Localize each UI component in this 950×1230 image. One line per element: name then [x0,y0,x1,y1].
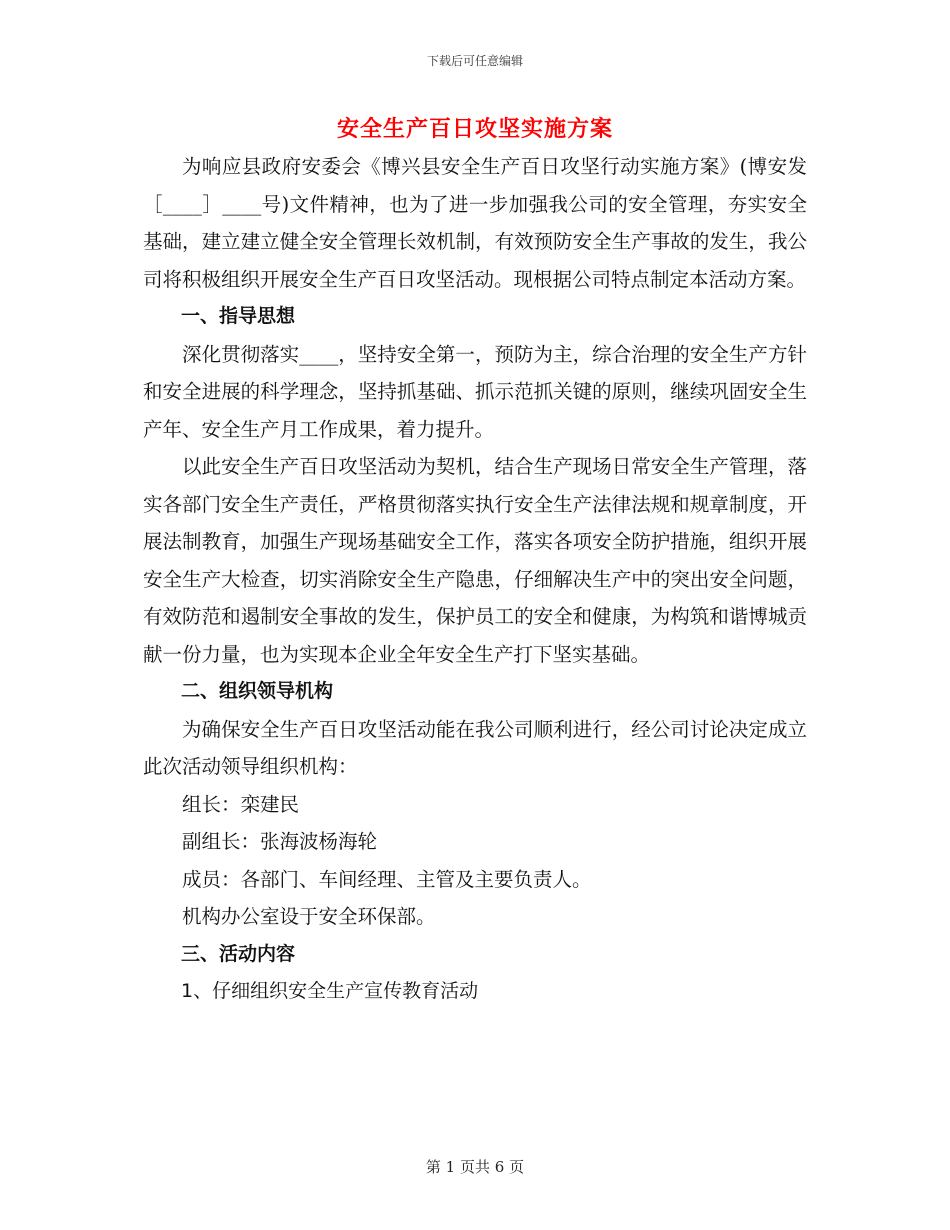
section-heading-organization: 二、组织领导机构 [181,680,334,702]
organization-leader: 组长：栾建民 [182,792,300,816]
header-note: 下载后可任意编辑 [426,54,523,68]
section-heading-guiding-ideology: 一、指导思想 [181,305,296,327]
organization-members: 成员：各部门、车间经理、主管及主要负责人。 [182,867,592,891]
guiding-ideology-paragraph-2: 以此安全生产百日攻坚活动为契机，结合生产现场日常安全生产管理，落实各部门安全生产责任，严格贯彻落实执行安全生产法律法规和规章制度，开展法制教育，加强生产现场基础安全工作，落实各项安全防护措施，组织开展安全生产大检查，切实消除安全生产隐患，仔细解决生产中的突出安全问题，有效防范和遏制安全事故的发生，保护员工的安全和健康，为构筑和谐博城贡献一份力量，也为实现本企业全年安全生产打下坚实基础。 [143,455,807,666]
document-body [143,148,807,1011]
intro-paragraph: 为响应县政府安委会《博兴县安全生产百日攻坚行动实施方案》(博安发［____］____号)文件精神，也为了进一步加强我公司的安全管理，夯实安全基础，建立建立健全安全管理长效机制，有效预防安全生产事故的发生，我公司将积极组织开展安全生产百日攻坚活动。现根据公司特点制定本活动方案。 [143,155,807,291]
organization-deputy: 副组长：张海波杨海轮 [182,830,378,853]
document-title: 安全生产百日攻坚实施方案 [336,116,613,142]
activity-item-1: 1、仔细组织安全生产宣传教育活动 [181,980,479,1002]
organization-paragraph: 为确保安全生产百日攻坚活动能在我公司顺利进行，经公司讨论决定成立此次活动领导组织机构： [143,717,807,778]
organization-office: 机构办公室设于安全环保部。 [182,905,436,928]
guiding-ideology-paragraph-1: 深化贯彻落实____，坚持安全第一，预防为主，综合治理的安全生产方针和安全进展的科学理念，坚持抓基础、抓示范抓关键的原则，继续巩固安全生产年、安全生产月工作成果，着力提升。 [143,342,807,441]
section-heading-activities: 三、活动内容 [181,942,296,965]
page-footer: 第 1 页共 6 页 [425,1158,525,1176]
